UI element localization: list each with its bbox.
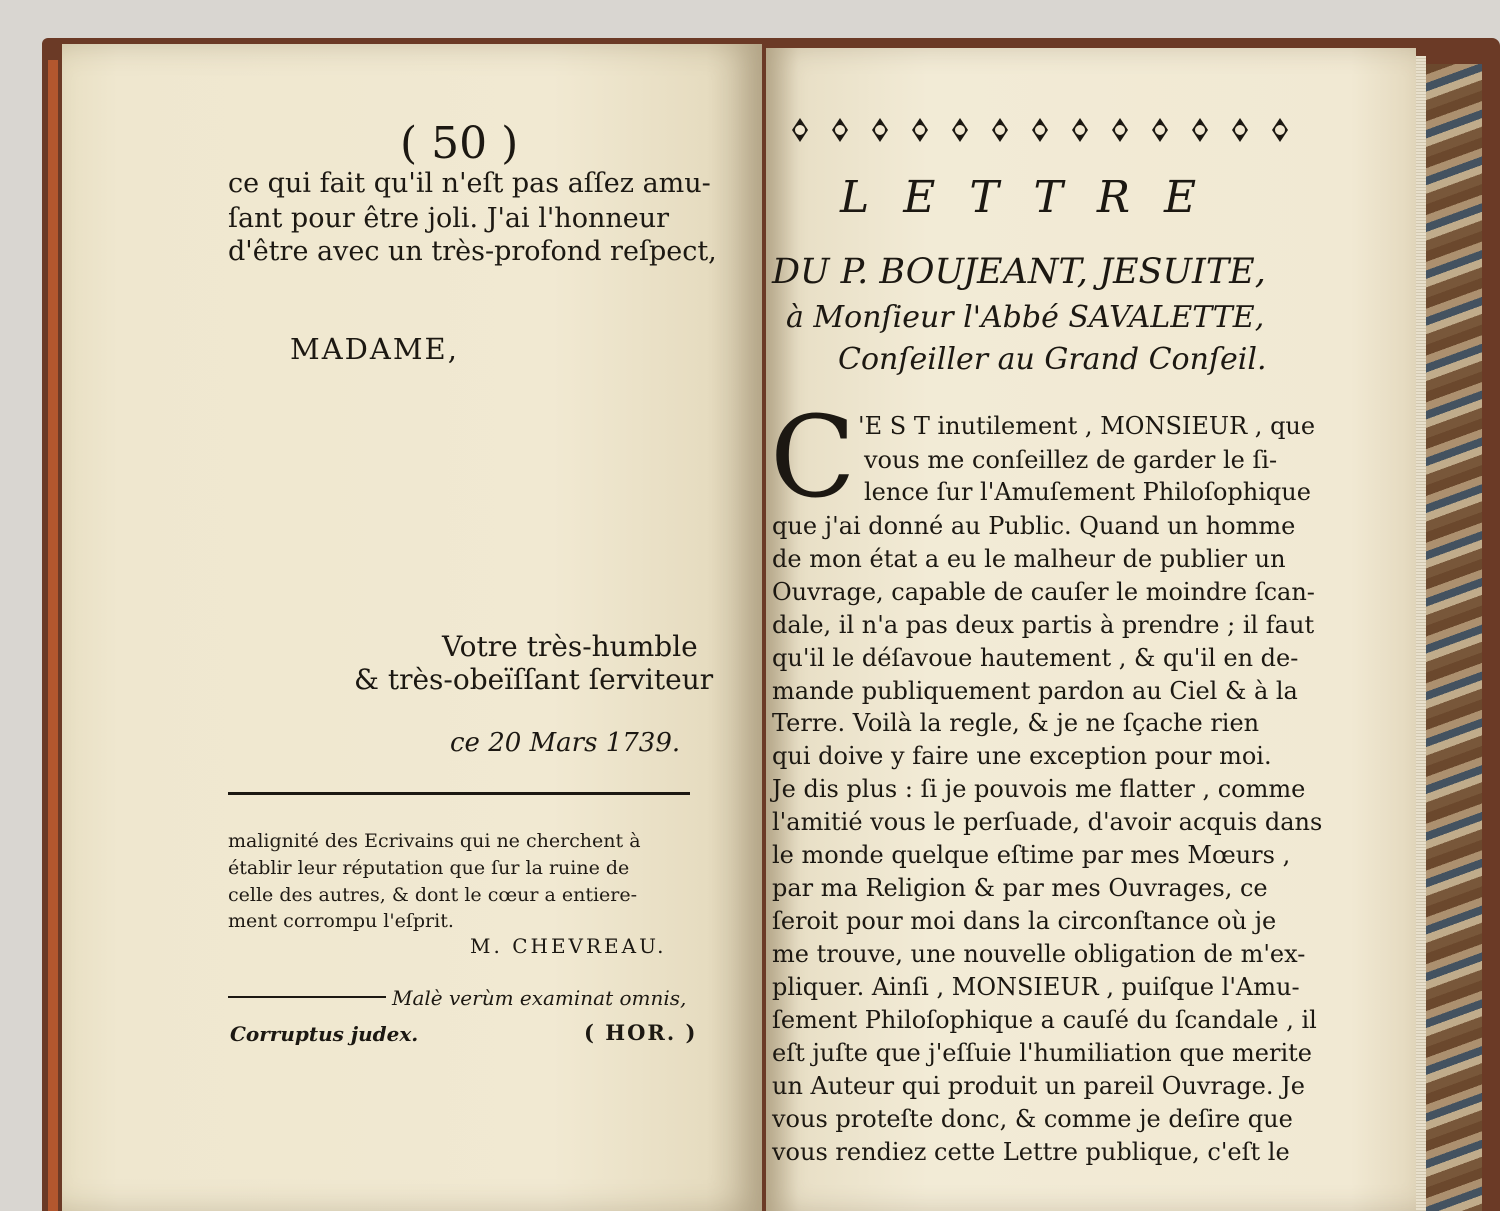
text-line: ſant pour être joli. J'ai l'honneur — [228, 203, 670, 234]
text-line: dale, il n'a pas deux partis à prendre ; il faut — [772, 611, 1315, 639]
text-line: l'amitié vous le perſuade, d'avoir acquis dans — [772, 808, 1323, 836]
footnote-line: malignité des Ecrivains qui ne cherchent à — [228, 830, 641, 852]
page-number: ( 50 ) — [400, 118, 519, 169]
text-line: Je dis plus : ſi je pouvois me flatter , comme — [772, 775, 1306, 803]
text-line: vous proteſte donc, & comme je deſire que — [772, 1105, 1293, 1133]
text-line: me trouve, une nouvelle obligation de m'ex- — [772, 940, 1306, 968]
fleuron-icon — [1272, 118, 1288, 142]
text-line: vous me conſeillez de garder le ſi- — [864, 446, 1278, 474]
fleuron-icon — [1192, 118, 1208, 142]
page-fore-edge — [1416, 56, 1426, 1211]
page-edge-red — [48, 60, 58, 1211]
text-line: par ma Religion & par mes Ouvrages, ce — [772, 874, 1268, 902]
footnote-line: celle des autres, & dont le cœur a entiere- — [228, 884, 638, 906]
text-line: 'E S T inutilement , MONSIEUR , que — [858, 412, 1316, 440]
fleuron-icon — [1112, 118, 1128, 142]
fleuron-icon — [792, 118, 808, 142]
text-line: pliquer. Ainſi , MONSIEUR , puiſque l'Amu- — [772, 973, 1300, 1001]
text-line: vous rendiez cette Lettre publique, c'eſt le — [772, 1138, 1290, 1166]
text-line: un Auteur qui produit un pareil Ouvrage. Je — [772, 1072, 1305, 1100]
fleuron-icon — [1152, 118, 1168, 142]
text-line: qu'il le déſavoue hautement , & qu'il en de- — [772, 644, 1299, 672]
letter-title: LETTRE — [840, 172, 1231, 223]
text-line: Ouvrage, capable de cauſer le moindre ſcan- — [772, 578, 1315, 606]
salutation: MADAME, — [290, 332, 459, 366]
text-line: eſt juſte que j'eſſuie l'humiliation que merite — [772, 1039, 1312, 1067]
text-line: le monde quelque eſtime par mes Mœurs , — [772, 841, 1291, 869]
ornament-band — [778, 108, 1304, 152]
drop-cap: C — [770, 393, 856, 523]
closing-line: Votre très-humble — [442, 630, 698, 663]
closing-line: & très-obeïſſant ſerviteur — [354, 663, 714, 696]
footnote-line: ment corrompu l'eſprit. — [228, 910, 454, 932]
text-line: que j'ai donné au Public. Quand un homme — [772, 512, 1296, 540]
fleuron-icon — [1032, 118, 1048, 142]
marbled-cover — [1426, 64, 1482, 1211]
quote-line: Corruptus judex. — [230, 1022, 419, 1046]
letter-addressee: à Monſieur l'Abbé SAVALETTE, — [786, 300, 1265, 335]
text-line: qui doive y faire une exception pour moi. — [772, 742, 1272, 770]
text-line: ſeroit pour moi dans la circonſtance où je — [772, 907, 1277, 935]
fleuron-icon — [1232, 118, 1248, 142]
fleuron-icon — [872, 118, 888, 142]
fleuron-icon — [952, 118, 968, 142]
text-line: Terre. Voilà la regle, & je ne ſçache rien — [772, 709, 1260, 737]
fleuron-icon — [832, 118, 848, 142]
quote-source: ( HOR. ) — [584, 1020, 698, 1045]
quote-rule — [228, 996, 386, 998]
text-line: lence ſur l'Amuſement Philoſophique — [864, 478, 1311, 506]
fleuron-icon — [1072, 118, 1088, 142]
footnote-author: M. CHEVREAU. — [470, 934, 667, 958]
footnote-rule — [228, 792, 690, 795]
letter-date: ce 20 Mars 1739. — [450, 728, 681, 758]
text-line: ce qui fait qu'il n'eſt pas aſſez amu- — [228, 168, 711, 199]
quote-line: Malè verùm examinat omnis, — [392, 986, 687, 1010]
footnote-line: établir leur réputation que ſur la ruine de — [228, 857, 630, 879]
letter-addressee-role: Conſeiller au Grand Conſeil. — [838, 342, 1267, 377]
letter-subtitle: DU P. BOUJEANT, JESUITE, — [772, 252, 1266, 292]
fleuron-icon — [992, 118, 1008, 142]
text-line: d'être avec un très-profond reſpect, — [228, 236, 717, 267]
text-line: ſement Philoſophique a cauſé du ſcandale , il — [772, 1006, 1317, 1034]
text-line: de mon état a eu le malheur de publier un — [772, 545, 1286, 573]
fleuron-icon — [912, 118, 928, 142]
text-line: mande publiquement pardon au Ciel & à la — [772, 677, 1298, 705]
